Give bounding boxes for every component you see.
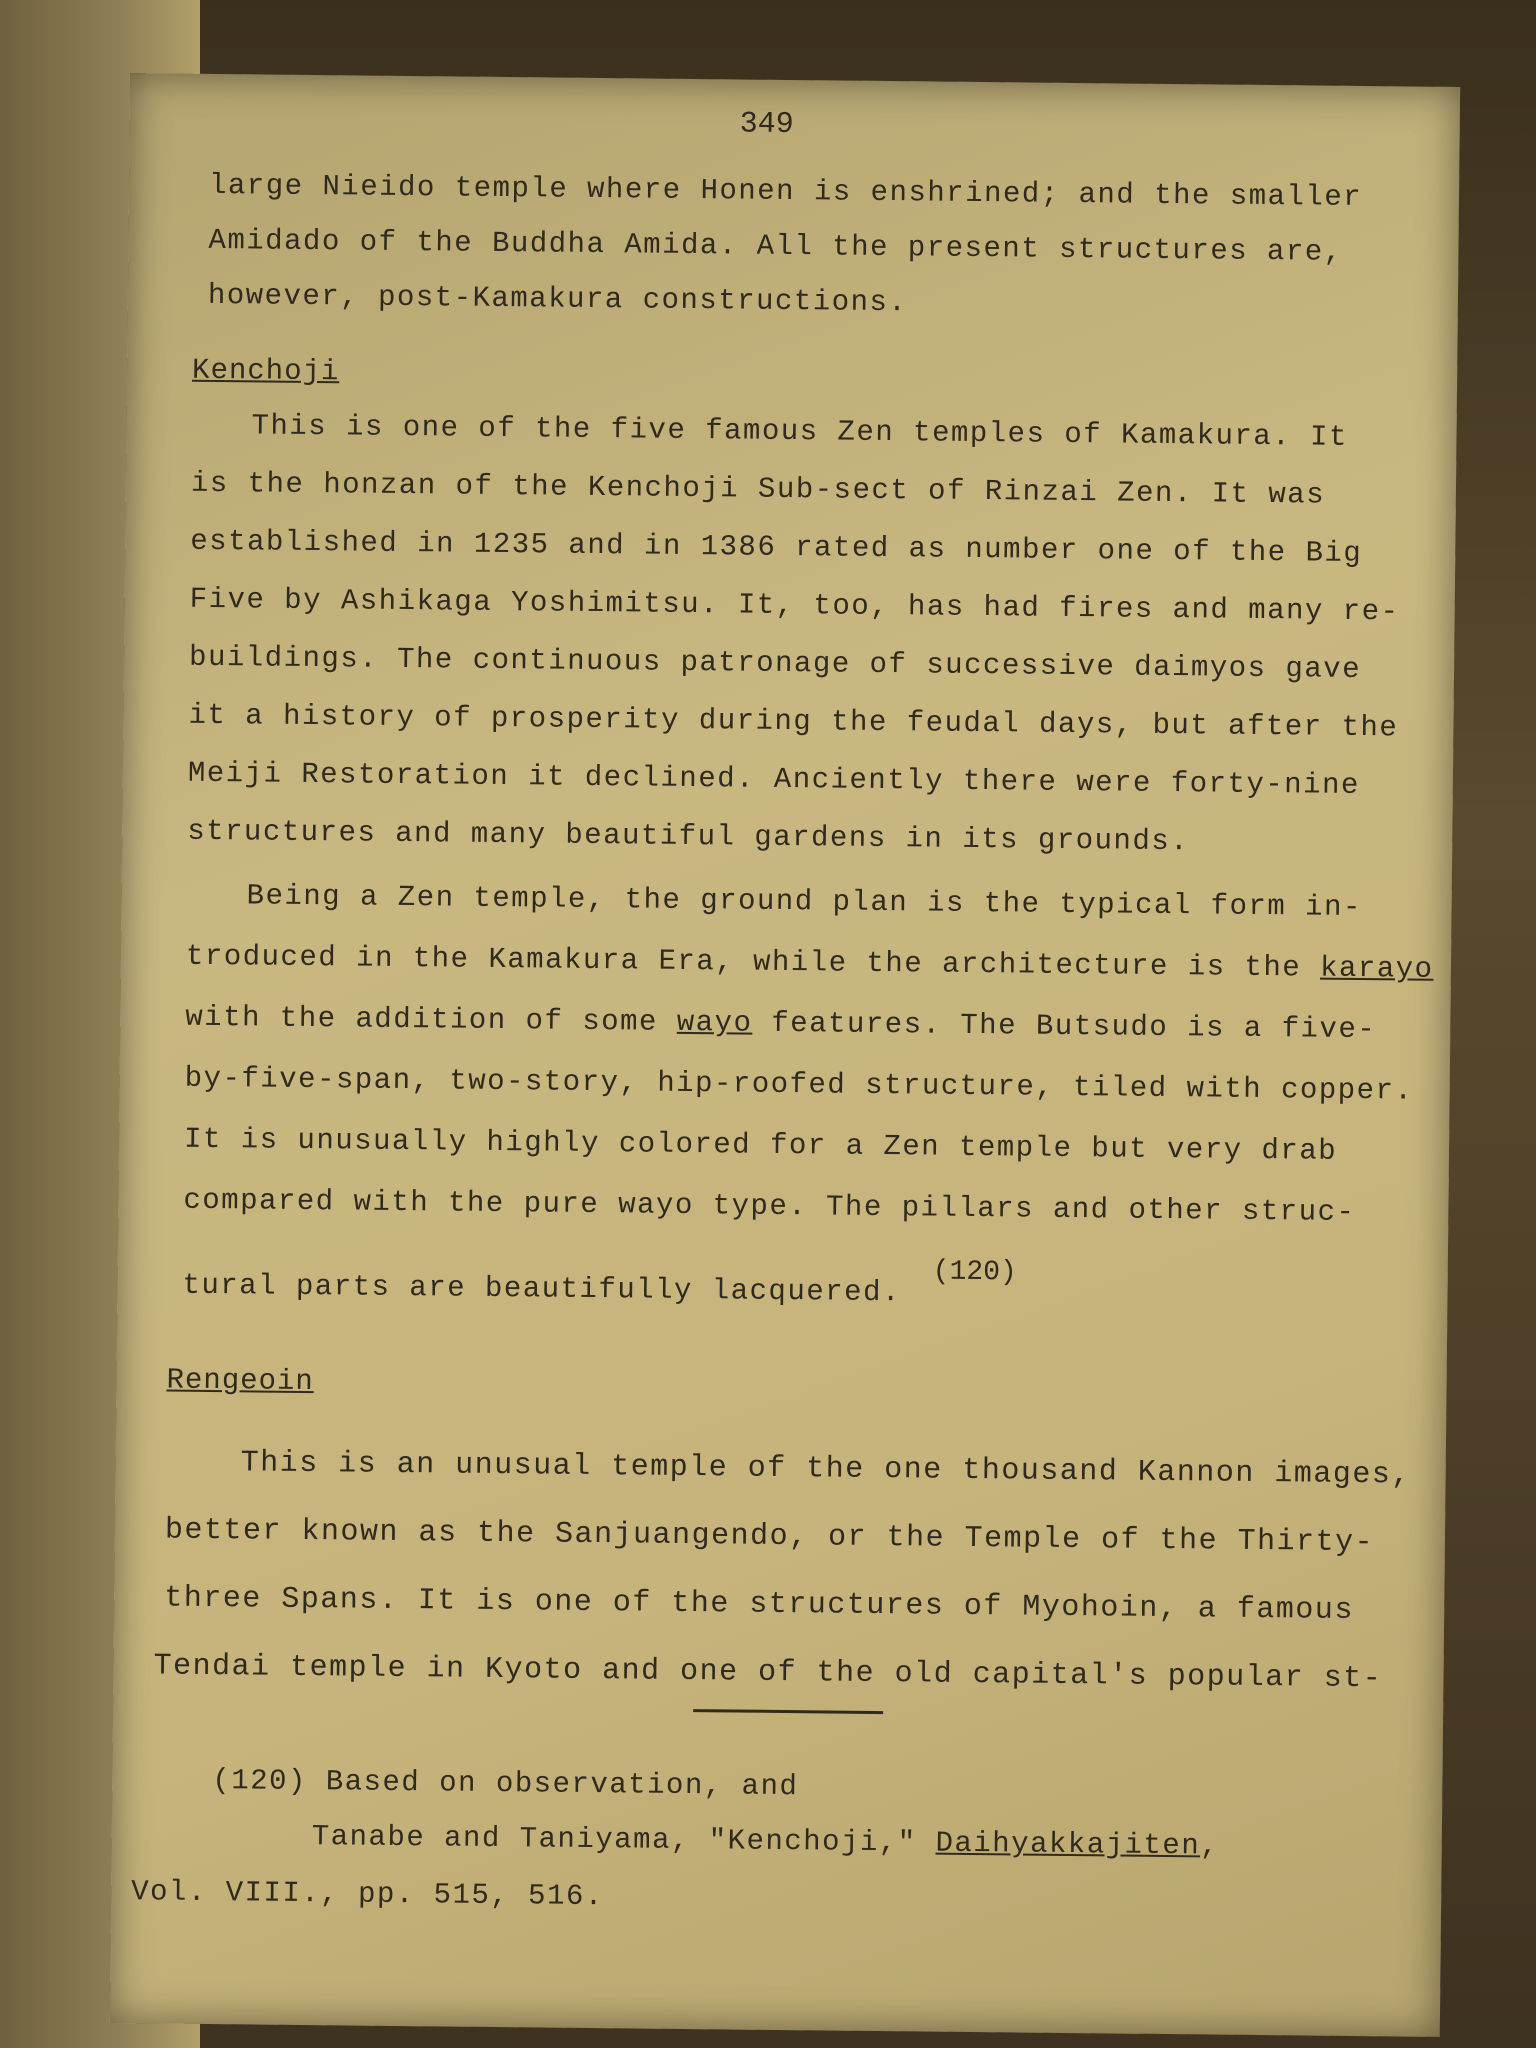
paragraph-line: better known as the Sanjuangendo, or the Temple of the Thirty- (164, 1513, 1375, 1561)
section-heading-kenchoji: Kenchoji (191, 353, 340, 389)
footnote-line (312, 1820, 1220, 1862)
intro-line: however, post-Kamakura constructions. (207, 278, 908, 320)
paragraph-line: by-five-span, two-story, hip-roofed structure, tiled with copper. (184, 1061, 1414, 1108)
paragraph-line: structures and many beautiful gardens in its grounds. (187, 814, 1190, 859)
paragraph-line: This is one of the five famous Zen temples of Kamakura. It (251, 409, 1349, 454)
paragraph-line: established in 1235 and in 1386 rated as number one of the Big (190, 524, 1363, 571)
paragraph-line: tural parts are beautifully lacquered. (182, 1268, 902, 1310)
paragraph-line: Being a Zen temple, the ground plan is the typical form in- (246, 879, 1363, 925)
page-number: 349 (739, 107, 794, 143)
paragraph-line (185, 1001, 1376, 1046)
paragraph-line: It is unusually highly colored for a Zen temple but very drab (183, 1122, 1338, 1168)
book-page (110, 73, 1460, 2037)
line-text: with the addition of some (185, 1000, 677, 1039)
term-wayo: wayo (676, 1005, 753, 1040)
footnote-divider (693, 1709, 883, 1714)
paragraph-line: Five by Ashikaga Yoshimitsu. It, too, has had fires and many re- (189, 582, 1400, 629)
section-heading-rengeoin: Rengeoin (166, 1363, 314, 1399)
paragraph-line: three Spans. It is one of the structures of Myohoin, a famous (164, 1581, 1355, 1628)
intro-line: large Nieido temple where Honen is enshrined; and the smaller (208, 168, 1363, 214)
paragraph-line: Tendai temple in Kyoto and one of the old capital's popular st- (153, 1649, 1383, 1697)
footnote-marker: (120) (932, 1256, 1017, 1289)
line-text: features. The Butsudo is a five- (752, 1006, 1377, 1047)
footnote-line: Vol. VIII., pp. 515, 516. (131, 1875, 604, 1914)
line-text: Tanabe and Taniyama, "Kenchoji," (311, 1820, 936, 1860)
paragraph-line: buildings. The continuous patronage of successive daimyos gave (188, 640, 1362, 687)
paragraph-line: This is an unusual temple of the one thousand Kannon images, (240, 1446, 1411, 1493)
line-text: troduced in the Kamakura Era, while the architecture is the (185, 939, 1321, 985)
paragraph-line: it a history of prosperity during the feudal days, but after the (188, 698, 1399, 745)
paragraph-line: compared with the pure wayo type. The pillars and other struc- (183, 1183, 1356, 1229)
line-text: , (1200, 1829, 1220, 1863)
paragraph-line (186, 940, 1434, 986)
intro-line: Amidado of the Buddha Amida. All the present structures are, (208, 223, 1343, 269)
paragraph-line: Meiji Restoration it declined. Anciently there were forty-nine (187, 756, 1361, 803)
footnote-line: (120) Based on observation, and (212, 1764, 799, 1804)
paragraph-line: is the honzan of the Kenchoji Sub-sect of Rinzai Zen. It was (190, 466, 1326, 512)
footnote-source-title: Daihyakkajiten (935, 1826, 1201, 1863)
term-karayo: karayo (1319, 951, 1434, 986)
